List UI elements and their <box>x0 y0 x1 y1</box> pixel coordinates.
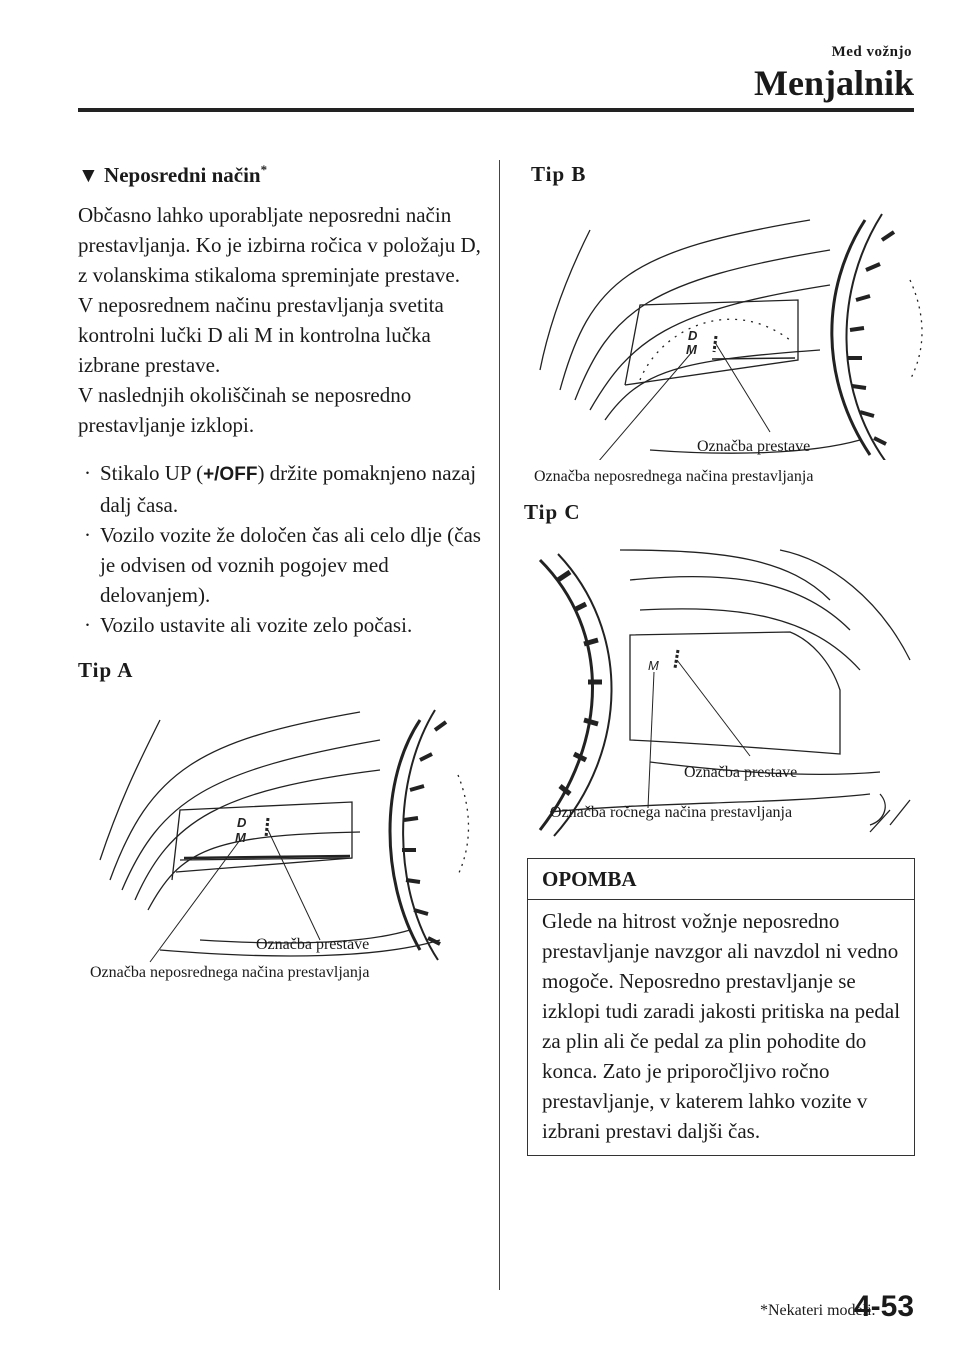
list-item: · Vozilo ustavite ali vozite zelo počasi. <box>84 613 413 637</box>
header-chapter: Menjalnik <box>753 63 914 103</box>
tip-b-indicator-m: M <box>686 342 697 357</box>
section-title: ▼ Neposredni način* <box>78 162 268 187</box>
tip-a-indicator-m: M <box>235 830 246 845</box>
list-item: · Stikalo UP (+/OFF) držite pomaknjeno nazaj dalj časa. <box>84 461 477 517</box>
tip-c-indicator-m: M <box>648 658 659 673</box>
body-text <box>78 200 488 440</box>
tip-b-label: Tip B <box>531 162 587 186</box>
note-text: Glede na hitrost vožnje neposredno prestavljanje navzgor ali navzdol ni vedno mogoče. Neposredno prestavljanje se izklopi tudi zaradi jakosti pritiska na pedal za plin ali če pedal za plin pohodite do konca. Zato je priporočljivo ročno prestavljanje, v katerem lahko vozite v izbrani prestavi daljši čas. <box>542 909 901 1143</box>
paragraph-2: V neposrednem načinu prestavljanja svetita kontrolni lučki D ali M in kontrolna lučka izbrane prestave. <box>78 293 444 377</box>
asterisk: * <box>260 162 268 177</box>
paragraph-1: Občasno lahko uporabljate neposredni način prestavljanja. Ko je izbirna ročica v položaju D, z volanskima stikaloma spreminjate prestave. <box>78 203 481 287</box>
tip-b-indicator-d: D <box>688 328 698 343</box>
tip-a-label: Tip A <box>78 658 134 682</box>
tip-b-caption-gear: Označba prestave <box>697 438 811 455</box>
page-number: 4-53 <box>853 1290 914 1323</box>
tip-c-caption-mode: Označba ročnega načina prestavljanja <box>550 804 793 821</box>
list-item: · Vozilo vozite že določen čas ali celo dlje (čas je odvisen od voznih pogojev med delovanjem). <box>84 523 481 607</box>
tip-c-label: Tip C <box>524 500 581 524</box>
footnote: *Nekateri modeli. <box>760 1302 876 1319</box>
header-section: Med vožnjo <box>831 44 912 60</box>
tip-b-figure <box>530 200 930 460</box>
bullet-list <box>84 458 494 640</box>
tip-c-caption-gear: Označba prestave <box>684 764 798 781</box>
header-rule <box>78 108 914 112</box>
tip-b-caption-mode: Označba neposrednega načina prestavljanja <box>534 468 814 485</box>
tip-c-figure <box>530 540 920 840</box>
tip-a-figure <box>80 700 500 970</box>
tip-a-caption-mode: Označba neposrednega načina prestavljanja <box>90 964 370 981</box>
tip-a-caption-gear: Označba prestave <box>256 936 370 953</box>
note-box <box>527 858 915 1156</box>
note-title: OPOMBA <box>528 859 914 900</box>
section-title-text: Neposredni način <box>104 163 261 187</box>
paragraph-3: V naslednjih okoliščinah se neposredno prestavljanje izklopi. <box>78 383 412 437</box>
tip-a-indicator-d: D <box>237 815 247 830</box>
off-switch-symbol: +/OFF <box>203 464 258 485</box>
